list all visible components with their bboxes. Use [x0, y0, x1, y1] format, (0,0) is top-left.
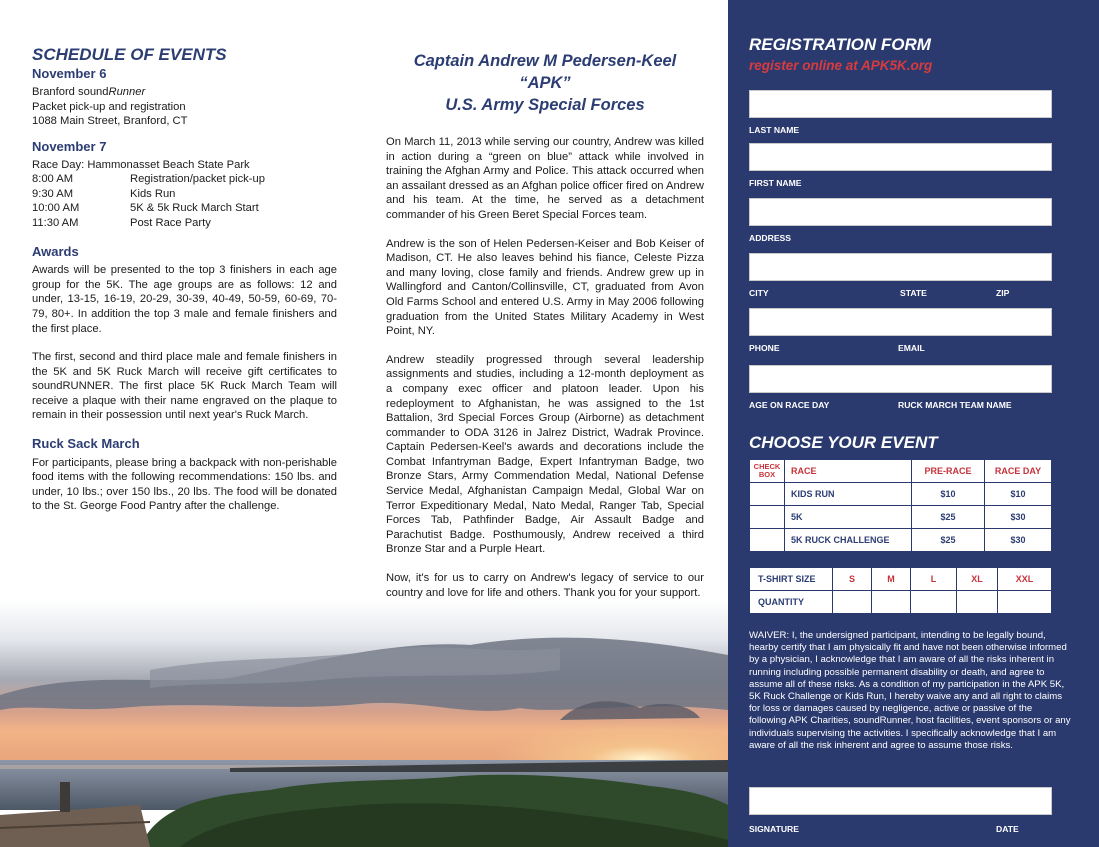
event-row-ruck	[750, 529, 1052, 552]
size-m[interactable]: M	[872, 568, 911, 591]
tribute-title-line2: “APK”	[519, 74, 571, 92]
schedule-item	[32, 172, 337, 187]
event-pre-price: $25	[912, 506, 985, 529]
schedule-time: 10:00 AM	[32, 202, 80, 215]
awards-p1: Awards will be presented to the top 3 finishers in each age group for the 5K. The age groups are as follows: 12 and under, 13-15, 16-19, 20-29, 30-39, 40-49, 50-59, 60-69, 70-79, 80+. In addition the top 3 male and female finishers and the first place.	[32, 264, 337, 335]
quantity-row	[750, 591, 1052, 614]
tribute-p3: Andrew steadily progressed through several leadership assignments and studies, including a 12-month deployment as a company exec officer and platoon leader. Upon his redeployment to Afghanistan, he was assigned to the 1st Battalion, 3rd Special Forces Group (Airborne) as detachment commander to ODA 3126 in Jalrez District, Wadrak Province. Captain Pedersen-Keel's awards and decorations include the Combat Infantryman Badge, Expert Infantryman Badge, two Bronze Stars, Army Commendation Medal, National Defense Service Medal, Afghanistan Campaign Medal, Global War on Terror Expeditionary Medal, Nato Medal, Ranger Tab, Special Forces Tab, Pathfinder Badge, Air Assault Badge and Parachutist Badge. Posthumously, Andrew received a third Bronze Star and a Purple Heart.	[386, 353, 704, 556]
sunset-landscape-image	[0, 600, 728, 847]
check-box-header: CHECK BOX	[750, 460, 785, 483]
signature-label: SIGNATURE	[749, 824, 799, 834]
schedule-time: 11:30 AM	[32, 216, 79, 229]
schedule-column	[32, 45, 337, 514]
phone-email-field[interactable]	[749, 308, 1052, 336]
zip-label: ZIP	[996, 288, 1010, 298]
sunset-photo	[0, 600, 728, 847]
quantity-m[interactable]	[872, 591, 911, 614]
race-day-header: RACE DAY	[985, 460, 1052, 483]
nov6-date: November 6	[32, 65, 107, 81]
age-team-field[interactable]	[749, 365, 1052, 393]
schedule-event: Kids Run	[130, 187, 176, 200]
schedule-title: SCHEDULE OF EVENTS	[32, 45, 227, 64]
quantity-s[interactable]	[833, 591, 872, 614]
size-s[interactable]: S	[833, 568, 872, 591]
nov6-line1-italic: Runner	[108, 86, 146, 99]
tshirt-table	[749, 567, 1052, 614]
schedule-item	[32, 216, 337, 231]
quantity-label: QUANTITY	[750, 591, 833, 614]
nov7-date: November 7	[32, 138, 107, 154]
ruck-title: Ruck Sack March	[32, 436, 140, 452]
size-xxl[interactable]: XXL	[998, 568, 1052, 591]
first-name-label: FIRST NAME	[749, 178, 802, 188]
event-table-header	[750, 460, 1052, 483]
nov6-line1	[32, 85, 337, 100]
schedule-time: 8:00 AM	[32, 173, 74, 186]
quantity-l[interactable]	[911, 591, 957, 614]
schedule-item	[32, 187, 337, 202]
event-day-price: $30	[985, 506, 1052, 529]
first-name-field[interactable]	[749, 143, 1052, 171]
schedule-event: 5K & 5k Ruck March Start	[130, 202, 259, 215]
email-label: EMAIL	[898, 343, 925, 353]
last-name-field[interactable]	[749, 90, 1052, 118]
team-label: RUCK MARCH TEAM NAME	[898, 400, 1012, 410]
quantity-xl[interactable]	[957, 591, 998, 614]
tribute-p4: Now, it's for us to carry on Andrew's legacy of service to our country and love for life and others. Thank you for your support.	[386, 572, 704, 599]
registration-subtitle: register online at APK5K.org	[749, 58, 933, 73]
tribute-title-line1: Captain Andrew M Pedersen-Keel	[413, 52, 677, 70]
ruck-checkbox[interactable]	[750, 529, 785, 552]
tribute-p2: Andrew is the son of Helen Pedersen-Keiser and Bob Keiser of Madison, CT. He also leaves behind his fiance, Celeste Pizza and many loving, close family and friends. Andrew grew up in Wallingford and Canton/Collinsville, CT, graduated from Avon Old Farms School and entered U.S. Army in May 2006 following graduation from the United States Military Academy in West Point, NY.	[386, 237, 704, 338]
city-state-zip-field[interactable]	[749, 253, 1052, 281]
signature-field[interactable]	[749, 787, 1052, 815]
nov6-line3: 1088 Main Street, Branford, CT	[32, 115, 188, 128]
registration-panel	[728, 0, 1099, 847]
ruck-text: For participants, please bring a backpack with non-perishable food items with the following recommendations: 150 lbs. and under, 10 lbs.; over 150 lbs., 20 lbs. The food will be donated to the St. George Food Pantry after the challenge.	[32, 456, 337, 513]
kids-run-checkbox[interactable]	[750, 483, 785, 506]
event-row-5k	[750, 506, 1052, 529]
nov6-line2: Packet pick-up and registration	[32, 100, 186, 113]
nov6-line1-prefix: Branford sound	[32, 86, 109, 99]
5k-checkbox[interactable]	[750, 506, 785, 529]
event-race-name: 5K	[785, 506, 912, 529]
choose-event-title: CHOOSE YOUR EVENT	[749, 433, 938, 452]
schedule-event: Registration/packet pick-up	[130, 173, 265, 186]
schedule-time: 9:30 AM	[32, 187, 74, 200]
registration-title: REGISTRATION FORM	[749, 35, 931, 54]
event-row-kids-run	[750, 483, 1052, 506]
schedule-event: Post Race Party	[130, 216, 211, 229]
state-label: STATE	[900, 288, 927, 298]
phone-label: PHONE	[749, 343, 780, 353]
tribute-column	[386, 50, 704, 600]
tribute-p1: On March 11, 2013 while serving our country, Andrew was killed in action during a “green on blue” attack while involved in training the Afghan Army and Police. This attack occurred when an assailant dressed as an Afghan police officer fired on Andrew and his team. At the time, he served as a detachment commander of his Green Beret Special Forces team.	[386, 136, 704, 221]
city-label: CITY	[749, 288, 769, 298]
waiver-text: WAIVER: I, the undersigned participant, intending to be legally bound, hearby certify that I am physically fit and have not been otherwise informed by a physician, I acknowledge that I am aware of all the risks inherent in running including possible permanent disability or death, and agree to assume all of these risks. As a condition of my participation in the APK 5K, 5K Ruck Challenge or Kids Run, I hereby waive any and all right to claims for loss or damages caused by negligence, active or passive of the following APK Charities, soundRunner, host facilities, event sponsors or any individuals supervising the activities. I specifically acknowledge that I am aware of all the risk inherent and agree to assume those risks.	[749, 630, 1071, 751]
last-name-label: LAST NAME	[749, 125, 800, 135]
age-label: AGE ON RACE DAY	[749, 400, 830, 410]
tshirt-size-label: T-SHIRT SIZE	[750, 568, 833, 591]
date-label: DATE	[996, 824, 1019, 834]
address-label: ADDRESS	[749, 233, 792, 243]
size-xl[interactable]: XL	[957, 568, 998, 591]
pre-race-header: PRE-RACE	[912, 460, 985, 483]
quantity-xxl[interactable]	[998, 591, 1052, 614]
event-pre-price: $25	[912, 529, 985, 552]
schedule-item	[32, 201, 337, 216]
tshirt-size-row	[750, 568, 1052, 591]
event-day-price: $10	[985, 483, 1052, 506]
event-race-name: 5K RUCK CHALLENGE	[785, 529, 912, 552]
event-race-name: KIDS RUN	[785, 483, 912, 506]
event-day-price: $30	[985, 529, 1052, 552]
awards-p2: The first, second and third place male and female finishers in the 5K and 5K Ruck March will receive gift certificates to soundRUNNER. The first place 5K Ruck March Team will receive a plaque with their name engraved on the plaque to remain in their possession until next year's Ruck March.	[32, 351, 337, 422]
tribute-title-line3: U.S. Army Special Forces	[445, 96, 645, 114]
nov7-location: Race Day: Hammonasset Beach State Park	[32, 158, 250, 171]
address-field[interactable]	[749, 198, 1052, 226]
event-pre-price: $10	[912, 483, 985, 506]
event-table	[749, 459, 1052, 552]
awards-title: Awards	[32, 243, 79, 259]
race-header: RACE	[785, 460, 912, 483]
size-l[interactable]: L	[911, 568, 957, 591]
